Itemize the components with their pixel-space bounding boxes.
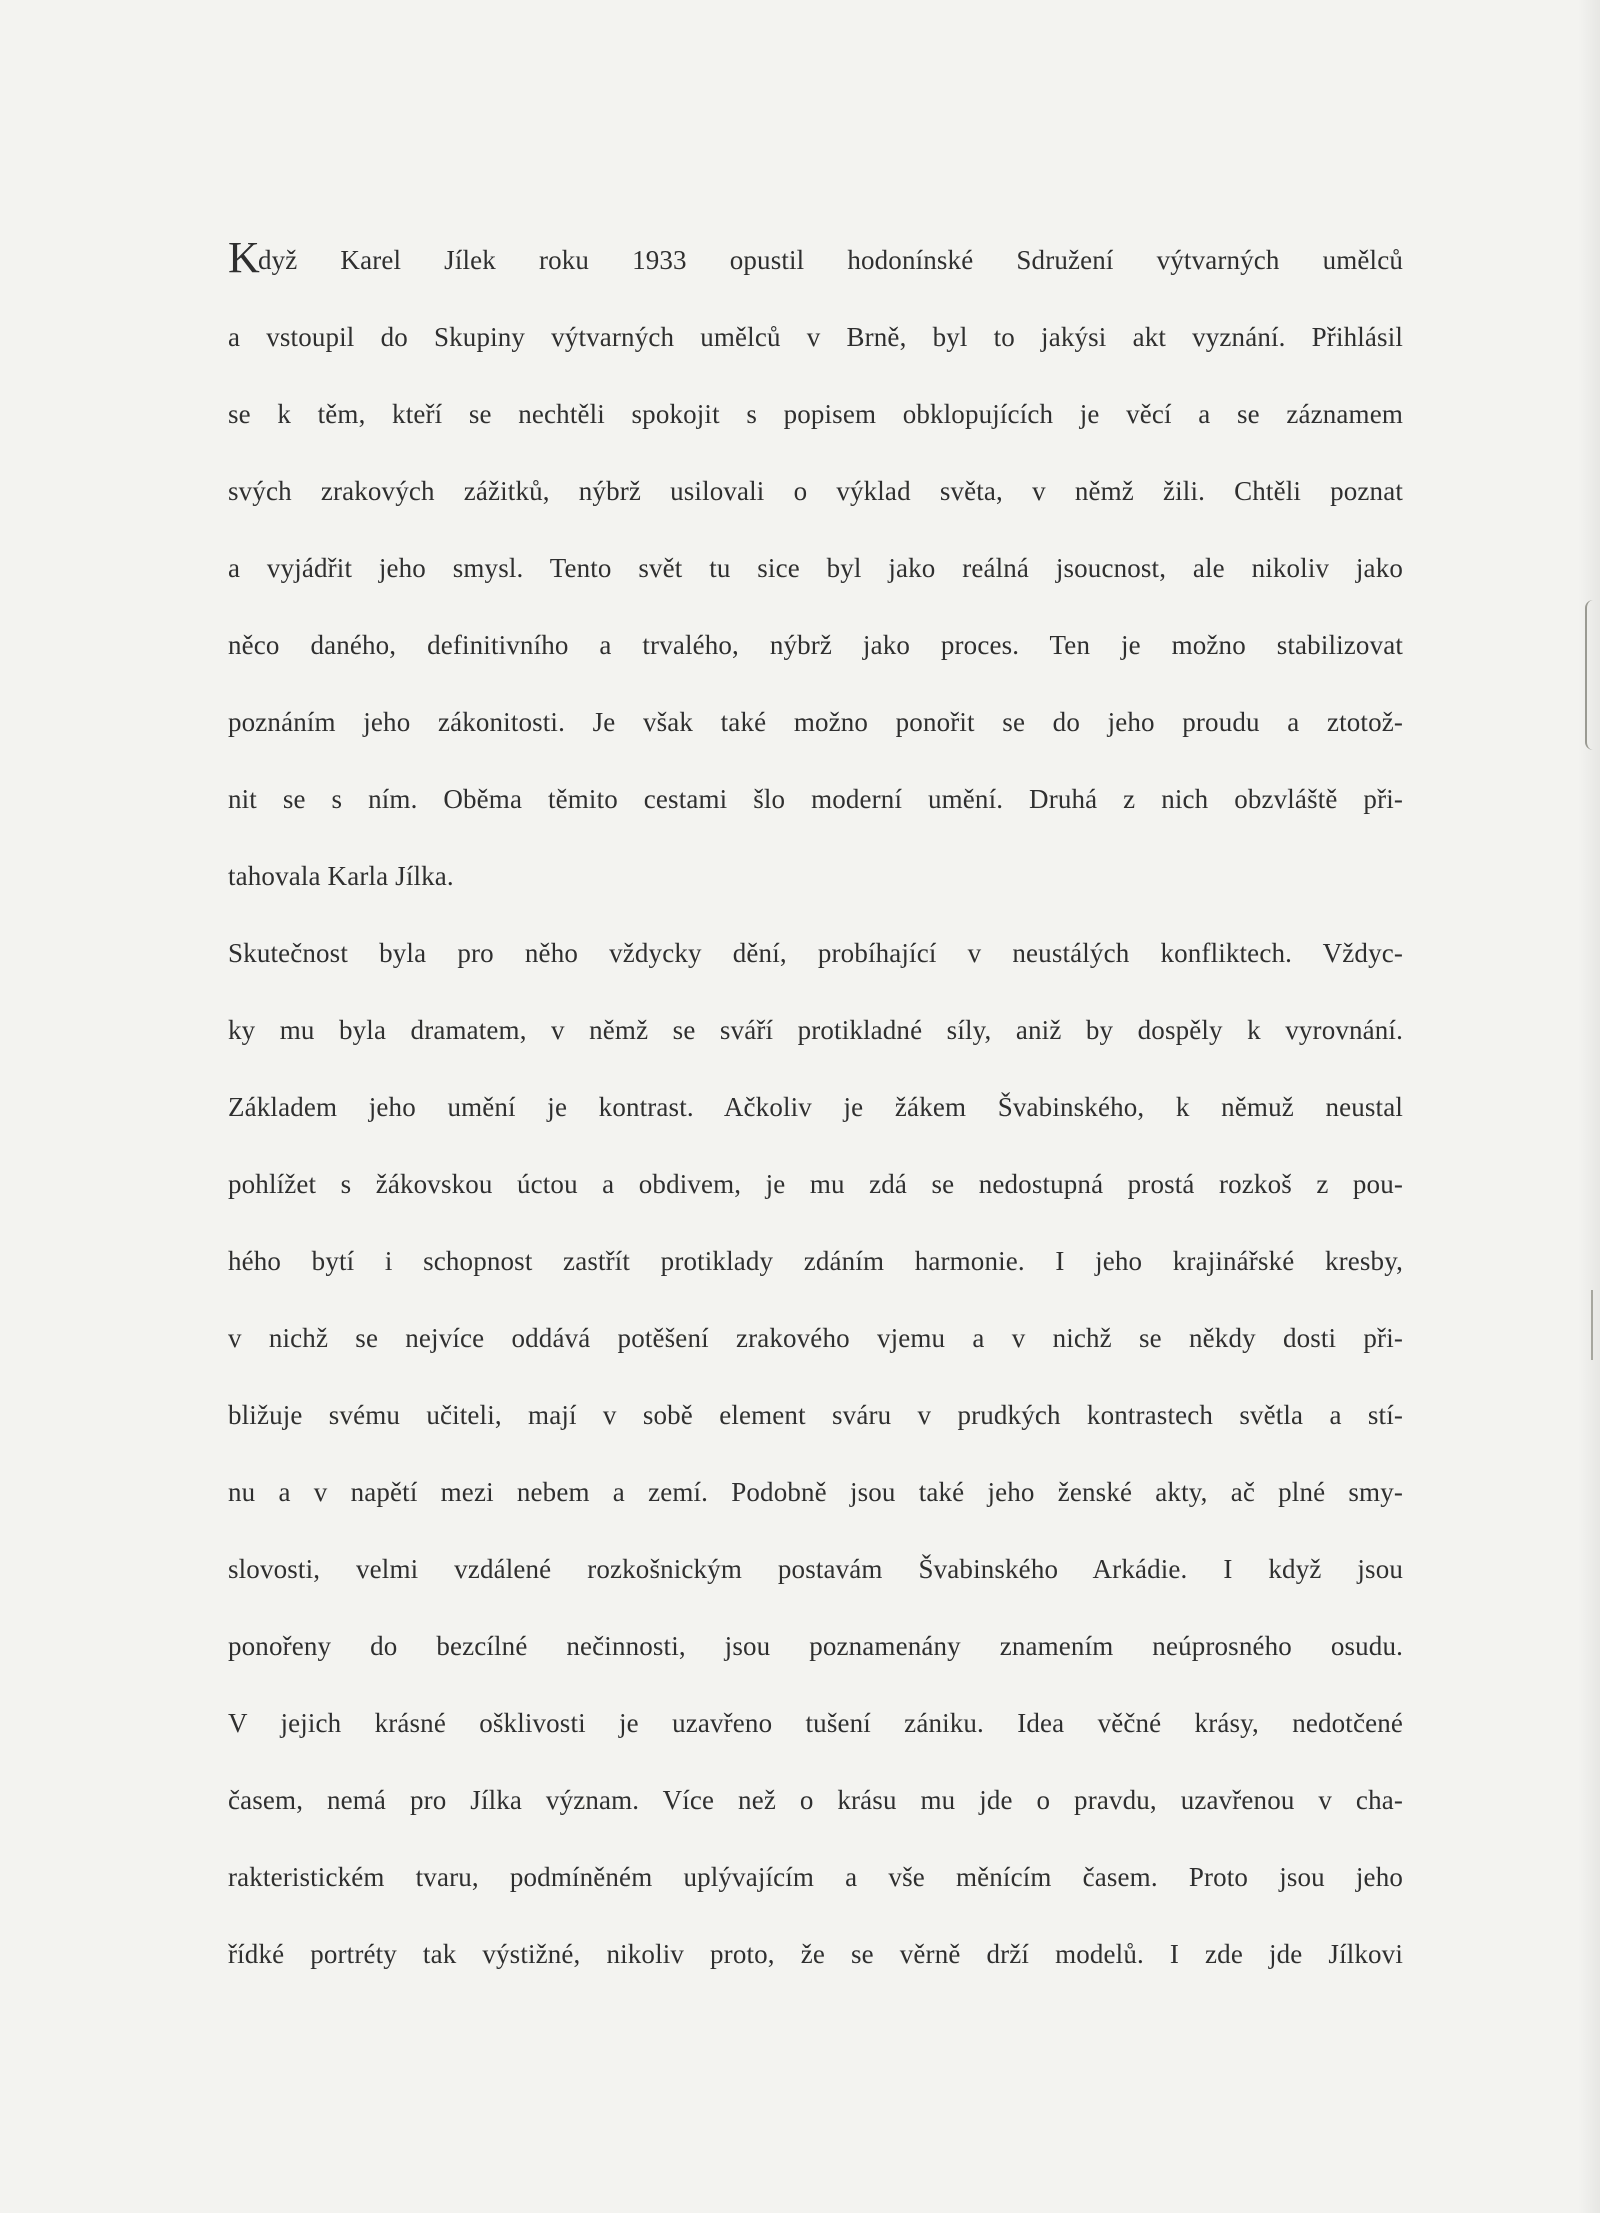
page-edge-shadow xyxy=(1578,0,1600,2213)
text-line: něco daného, definitivního a trvalého, nýbrž jako proces. Ten je možno stabilizovat xyxy=(228,630,1403,660)
text-line: hého bytí i schopnost zastřít protiklady zdáním harmonie. I jeho krajinářské kresby, xyxy=(228,1246,1403,1276)
text-line: tahovala Karla Jílka. xyxy=(228,861,454,891)
text-line: časem, nemá pro Jílka význam. Více než o krásu mu jde o pravdu, uzavřenou v cha- xyxy=(228,1785,1403,1815)
text-line: ponořeny do bezcílné nečinnosti, jsou poznamenány znamením neúprosného osudu. xyxy=(228,1631,1403,1661)
text-line: slovosti, velmi vzdálené rozkošnickým postavám Švabinského Arkádie. I když jsou xyxy=(228,1554,1403,1584)
text-line: nit se s ním. Oběma těmito cestami šlo moderní umění. Druhá z nich obzvláště při- xyxy=(228,784,1403,814)
text-line: v nichž se nejvíce oddává potěšení zrakového vjemu a v nichž se někdy dosti při- xyxy=(228,1323,1403,1353)
text-line: řídké portréty tak výstižné, nikoliv proto, že se věrně drží modelů. I zde jde Jílkovi xyxy=(228,1939,1403,1969)
text-line: pohlížet s žákovskou úctou a obdivem, je mu zdá se nedostupná prostá rozkoš z pou- xyxy=(228,1169,1403,1199)
body-text xyxy=(228,222,1403,1993)
page-edge-mark xyxy=(1591,1290,1598,1360)
drop-cap-letter: K xyxy=(228,233,260,282)
text-line: nu a v napětí mezi nebem a zemí. Podobně jsou také jeho ženské akty, ač plné smy- xyxy=(228,1477,1403,1507)
text-line: ky mu byla dramatem, v němž se sváří protikladné síly, aniž by dospěly k vyrovnání. xyxy=(228,1015,1403,1045)
text-line-rest: dyž Karel Jílek roku 1933 opustil hodonínské Sdružení výtvarných umělců xyxy=(257,245,1403,275)
text-line: svých zrakových zážitků, nýbrž usilovali o výklad světa, v němž žili. Chtěli poznat xyxy=(228,476,1403,506)
page-edge-mark xyxy=(1585,600,1593,750)
text-line: poznáním jeho zákonitosti. Je však také možno ponořit se do jeho proudu a ztotož- xyxy=(228,707,1403,737)
text-line: Skutečnost byla pro něho vždycky dění, probíhající v neustálých konfliktech. Vždyc- xyxy=(228,938,1403,968)
text-line: a vyjádřit jeho smysl. Tento svět tu sice byl jako reálná jsoucnost, ale nikoliv jako xyxy=(228,553,1403,583)
text-line: a vstoupil do Skupiny výtvarných umělců v Brně, byl to jakýsi akt vyznání. Přihlásil xyxy=(228,322,1403,352)
text-line: V jejich krásné ošklivosti je uzavřeno tušení zániku. Idea věčné krásy, nedotčené xyxy=(228,1708,1403,1738)
text-line: se k těm, kteří se nechtěli spokojit s popisem obklopujících je věcí a se záznamem xyxy=(228,399,1403,429)
text-line: Základem jeho umění je kontrast. Ačkoliv je žákem Švabinského, k němuž neustal xyxy=(228,1092,1403,1122)
text-line xyxy=(228,222,1403,299)
text-line: rakteristickém tvaru, podmíněném uplývajícím a vše měnícím časem. Proto jsou jeho xyxy=(228,1862,1403,1892)
text-line: bližuje svému učiteli, mají v sobě element sváru v prudkých kontrastech světla a stí- xyxy=(228,1400,1403,1430)
